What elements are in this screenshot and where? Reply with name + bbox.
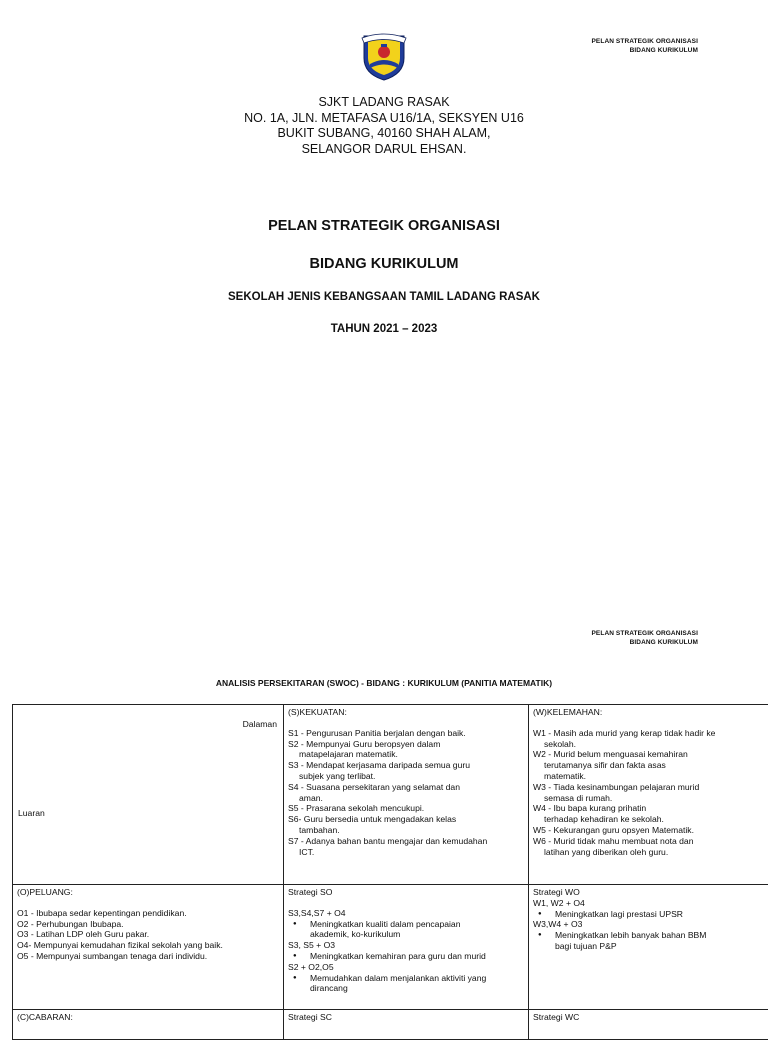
bullet-item: ● Meningkatkan lebih banyak bahan BBM bagi tujuan P&P — [533, 930, 764, 952]
list-item: S1 - Pengurusan Panitia berjalan dengan baik. — [288, 728, 524, 739]
school-name: SEKOLAH JENIS KEBANGSAAN TAMIL LADANG RASAK — [0, 291, 768, 303]
address-line: BUKIT SUBANG, 40160 SHAH ALAM, — [0, 126, 768, 142]
list-item: S4 - Suasana persekitaran yang selamat dan aman. — [288, 782, 524, 804]
list-item: S2 - Mempunyai Guru beropsyen dalam matapelajaran matematik. — [288, 739, 524, 761]
list-item: S5 - Prasarana sekolah mencukupi. — [288, 803, 524, 814]
address-line: SELANGOR DARUL EHSAN. — [0, 142, 768, 158]
challenges-cell — [13, 1010, 284, 1040]
swoc-table — [12, 704, 768, 1040]
swoc-title: ANALISIS PERSEKITARAN (SWOC) - BIDANG : KURIKULUM (PANITIA MATEMATIK) — [0, 678, 768, 688]
strategy-code: W1, W2 + O4 — [533, 898, 764, 909]
weaknesses-cell — [529, 705, 768, 885]
bullet-item: ● Memudahkan dalam menjalankan aktiviti yang dirancang — [288, 973, 524, 995]
running-header-line2: BIDANG KURIKULUM — [592, 46, 699, 55]
list-item: O5 - Mempunyai sumbangan tenaga dari individu. — [17, 951, 279, 962]
list-item: W1 - Masih ada murid yang kerap tidak hadir ke sekolah. — [533, 728, 764, 750]
list-item: W4 - Ibu bapa kurang prihatin terhadap kehadiran ke sekolah. — [533, 803, 764, 825]
school-address — [0, 95, 768, 157]
list-item: O2 - Perhubungan Ibubapa. — [17, 919, 279, 930]
list-item: W2 - Murid belum menguasai kemahiran terutamanya sifir dan fakta asas matematik. — [533, 749, 764, 781]
list-item: S3 - Mendapat kerjasama daripada semua guru subjek yang terlibat. — [288, 760, 524, 782]
opportunities-heading: (O)PELUANG: — [17, 887, 279, 898]
table-row — [13, 1010, 768, 1040]
corner-cell — [13, 705, 284, 885]
strategy-sc-heading: Strategi SC — [288, 1012, 524, 1023]
strategy-code: S2 + O2,O5 — [288, 962, 524, 973]
list-item: S6- Guru bersedia untuk mengadakan kelas tambahan. — [288, 814, 524, 836]
list-item: O4- Mempunyai kemudahan fizikal sekolah yang baik. — [17, 940, 279, 951]
running-header-line2: BIDANG KURIKULUM — [592, 638, 699, 647]
challenges-heading: (C)CABARAN: — [17, 1012, 279, 1023]
running-header-line1: PELAN STRATEGIK ORGANISASI — [592, 37, 699, 46]
strategy-code: S3,S4,S7 + O4 — [288, 908, 524, 919]
strategy-wc-heading: Strategi WC — [533, 1012, 764, 1023]
list-item: S7 - Adanya bahan bantu mengajar dan kemudahan ICT. — [288, 836, 524, 858]
document-field: BIDANG KURIKULUM — [0, 256, 768, 272]
bullet-item: ● Meningkatkan lagi prestasi UPSR — [533, 909, 764, 920]
list-item: W5 - Kekurangan guru opsyen Matematik. — [533, 825, 764, 836]
address-line: SJKT LADANG RASAK — [0, 95, 768, 111]
luaran-label: Luaran — [18, 808, 45, 819]
list-item: W6 - Murid tidak mahu membuat nota dan latihan yang diberikan oleh guru. — [533, 836, 764, 858]
strategy-code: S3, S5 + O3 — [288, 940, 524, 951]
strategy-code: W3,W4 + O3 — [533, 919, 764, 930]
bullet-item: ● Meningkatkan kualiti dalam pencapaian akademik, ko-kurikulum — [288, 919, 524, 941]
table-row — [13, 885, 768, 1010]
strategy-wo-cell — [529, 885, 768, 1010]
list-item: O1 - Ibubapa sedar kepentingan pendidikan. — [17, 908, 279, 919]
strategy-so-heading: Strategi SO — [288, 887, 524, 898]
strategy-wo-heading: Strategi WO — [533, 887, 764, 898]
bullet-item: ● Meningkatkan kemahiran para guru dan murid — [288, 951, 524, 962]
strategy-sc-cell — [284, 1010, 529, 1040]
list-item: W3 - Tiada kesinambungan pelajaran murid semasa di rumah. — [533, 782, 764, 804]
list-item: O3 - Latihan LDP oleh Guru pakar. — [17, 929, 279, 940]
running-header-line1: PELAN STRATEGIK ORGANISASI — [592, 629, 699, 638]
opportunities-cell — [13, 885, 284, 1010]
dalaman-label: Dalaman — [243, 719, 277, 730]
plan-years: TAHUN 2021 – 2023 — [0, 323, 768, 335]
strengths-heading: (S)KEKUATAN: — [288, 707, 524, 718]
strategy-so-cell — [284, 885, 529, 1010]
running-header-page2 — [592, 629, 699, 647]
table-row — [13, 705, 768, 885]
address-line: NO. 1A, JLN. METAFASA U16/1A, SEKSYEN U16 — [0, 111, 768, 127]
weaknesses-heading: (W)KELEMAHAN: — [533, 707, 764, 718]
document-title: PELAN STRATEGIK ORGANISASI — [0, 218, 768, 234]
strengths-cell — [284, 705, 529, 885]
strategy-wc-cell — [529, 1010, 768, 1040]
running-header — [592, 37, 699, 55]
school-crest-logo — [360, 32, 408, 82]
